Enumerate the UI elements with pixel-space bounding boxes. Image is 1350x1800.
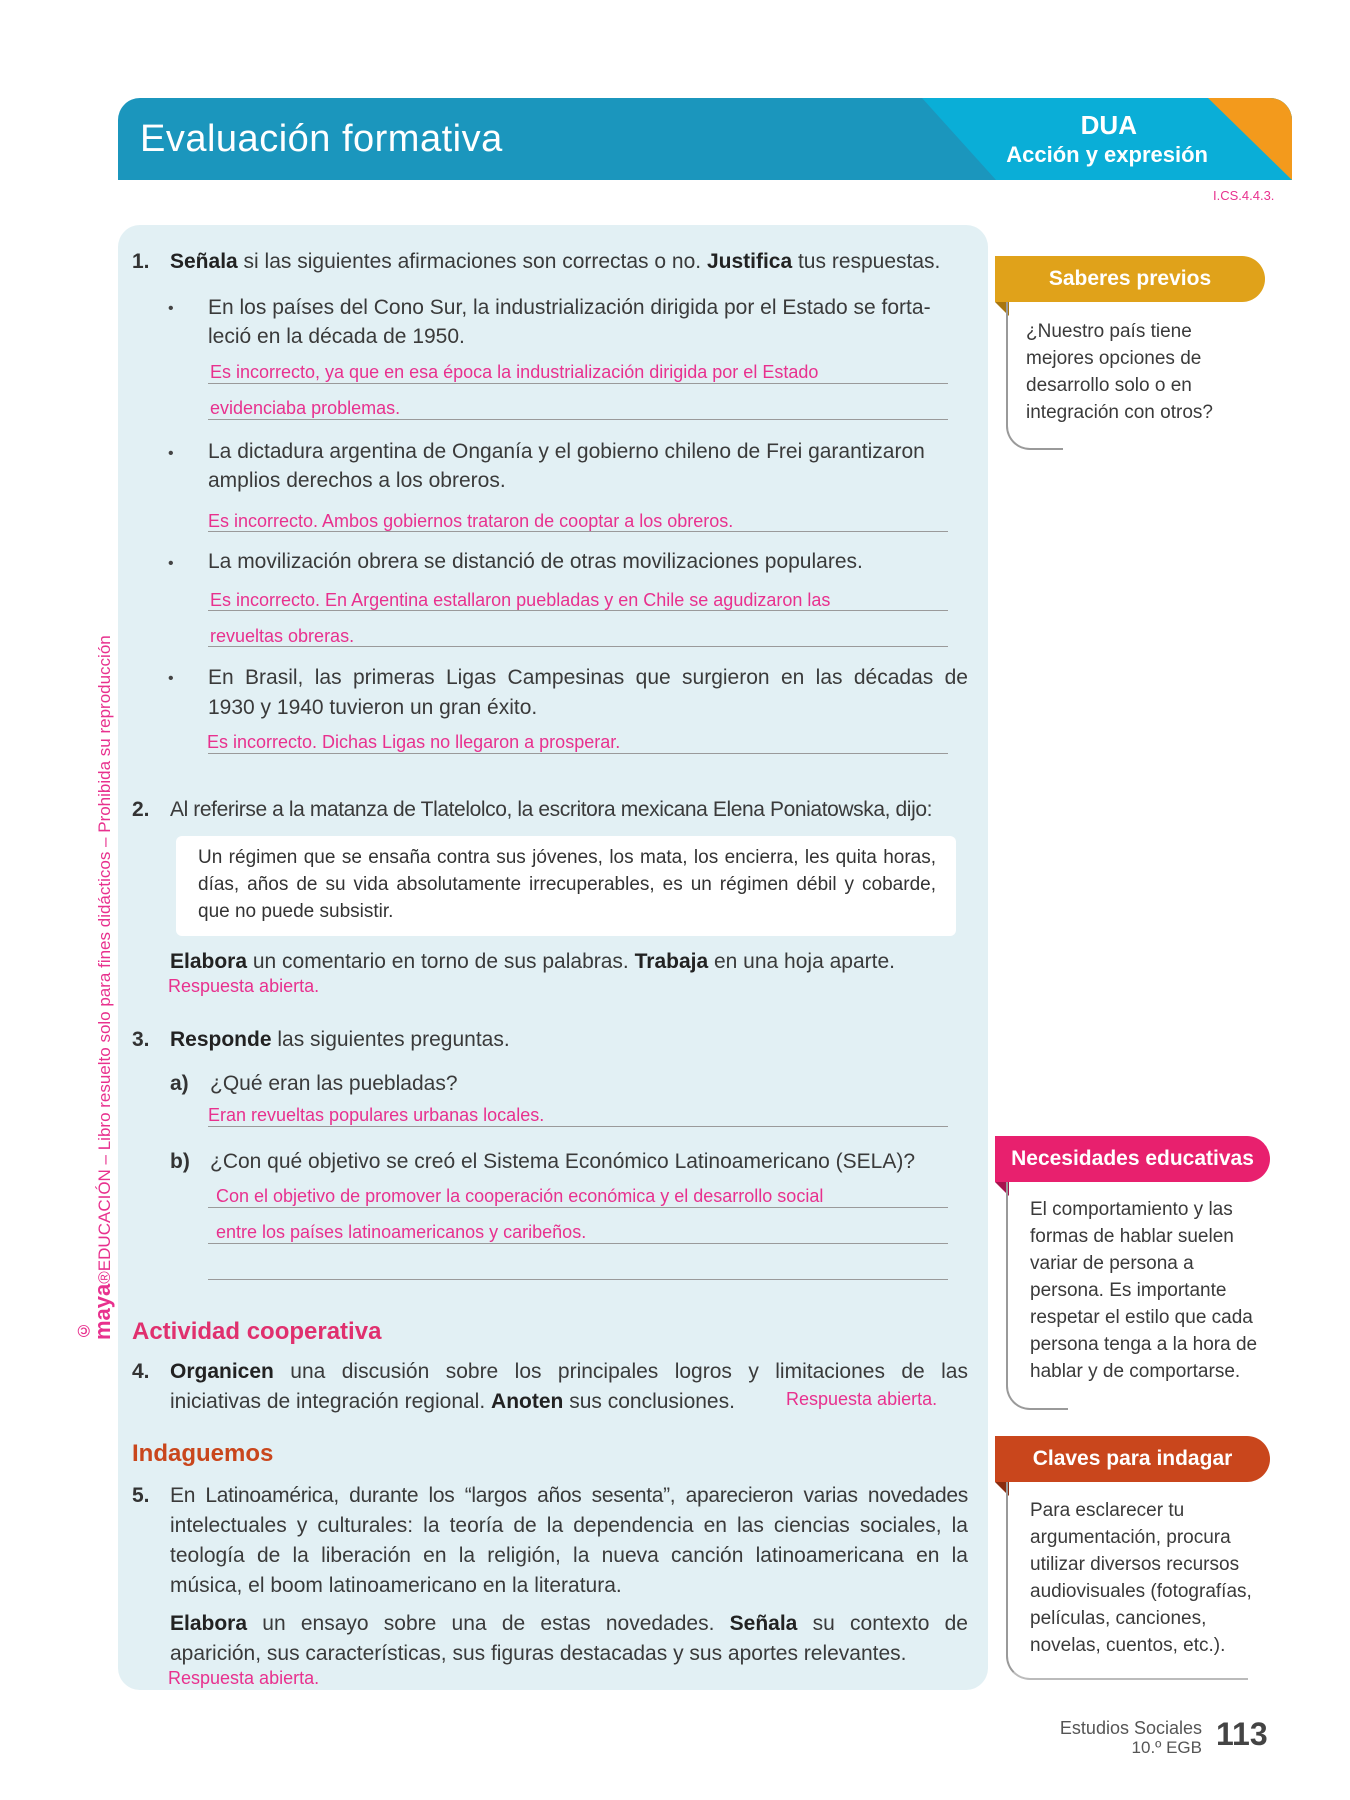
dua-title: DUA xyxy=(1080,110,1137,140)
bullet: • xyxy=(168,300,174,317)
statement-line: En Brasil, las primeras Ligas Campesinas que surgieron en las décadas de xyxy=(208,666,968,689)
quote-text: Un régimen que se ensaña contra sus jóvenes, los mata, los encierra, les quita horas, días, años de su vida absolutamente irrecuperables, es un régimen débil y cobarde, que no puede subsistir. xyxy=(198,847,936,922)
footer-subject: Estudios Sociales xyxy=(1059,1718,1202,1738)
answer-text: Es incorrecto. En Argentina estallaron puebladas y en Chile se agudizaron las xyxy=(210,590,831,610)
sidebar-text: novelas, cuentos, etc.). xyxy=(1030,1635,1226,1656)
answer-line xyxy=(208,610,948,611)
subquestion-text: ¿Qué eran las puebladas? xyxy=(210,1072,458,1095)
sidebar-text: Para esclarecer tu xyxy=(1030,1500,1185,1521)
question-2-instruction: Elabora un comentario en torno de sus palabras. Trabaja en una hoja aparte. xyxy=(170,950,895,973)
section-header-banner xyxy=(118,98,1292,180)
bullet: • xyxy=(168,670,174,687)
page-number: 113 xyxy=(1216,1716,1268,1752)
answer-line xyxy=(208,1207,948,1208)
answer-text: Eran revueltas populares urbanas locales. xyxy=(208,1105,545,1125)
answer-line xyxy=(208,531,948,532)
sidebar-text: El comportamiento y las xyxy=(1030,1199,1233,1220)
activity-4-line: Organicen una discusión sobre los principales logros y limitaciones de las xyxy=(170,1360,968,1383)
claves-para-indagar-header: Claves para indagar xyxy=(995,1436,1270,1482)
answer-text: Es incorrecto, ya que en esa época la industrialización dirigida por el Estado xyxy=(210,362,819,382)
curriculum-indicator: I.CS.4.4.3. xyxy=(1213,188,1275,203)
subquestion-label: b) xyxy=(170,1150,190,1173)
answer-text: revueltas obreras. xyxy=(210,626,355,646)
answer-line xyxy=(208,1243,948,1244)
statement-line: amplios derechos a los obreros. xyxy=(208,469,506,492)
answer-text: evidenciaba problemas. xyxy=(210,398,401,418)
inquiry-instruction-line: aparición, sus características, sus figuras destacadas y sus aportes relevantes. xyxy=(170,1642,907,1665)
necesidades-educativas-header: Necesidades educativas xyxy=(995,1136,1270,1182)
sidebar-text: mejores opciones de xyxy=(1026,348,1202,369)
statement-line: La dictadura argentina de Onganía y el gobierno chileno de Frei garantizaron xyxy=(208,440,925,463)
answer-line xyxy=(208,1126,948,1127)
saberes-previos-header: Saberes previos xyxy=(995,256,1265,302)
copyright-symbol: © xyxy=(77,1321,90,1340)
inquiry-instruction: Elabora un ensayo sobre una de estas novedades. Señala su contexto de xyxy=(170,1612,968,1635)
sidebar-text: audiovisuales (fotografías, xyxy=(1030,1581,1252,1602)
sidebar-text: desarrollo solo o en xyxy=(1026,375,1192,396)
question-2-prompt: Al referirse a la matanza de Tlatelolco, la escritora mexicana Elena Poniatowska, dijo: xyxy=(170,798,933,821)
answer-text: Respuesta abierta. xyxy=(168,1668,320,1688)
sidebar-text: persona. Es importante xyxy=(1030,1280,1227,1301)
answer-line xyxy=(208,646,948,647)
bullet: • xyxy=(168,445,174,462)
statement-line: En los países del Cono Sur, la industrialización dirigida por el Estado se forta- xyxy=(208,296,931,319)
inquiry-title: Indaguemos xyxy=(132,1440,274,1467)
answer-text: Con el objetivo de promover la cooperación económica y el desarrollo social xyxy=(216,1186,824,1206)
statement-line: leció en la década de 1950. xyxy=(208,325,465,348)
answer-text: Es incorrecto. Dichas Ligas no llegaron a prosperar. xyxy=(207,732,621,752)
question-number: 1. xyxy=(132,250,150,273)
sidebar-text: películas, canciones, xyxy=(1030,1608,1207,1629)
question-3-prompt: Responde las siguientes preguntas. xyxy=(170,1028,510,1051)
answer-text: Es incorrecto. Ambos gobiernos trataron de cooptar a los obreros. xyxy=(208,511,734,531)
question-1-prompt: Señala si las siguientes afirmaciones son correctas o no. Justifica tus respuestas. xyxy=(170,250,941,273)
subquestion-text: ¿Con qué objetivo se creó el Sistema Económico Latinoamericano (SELA)? xyxy=(210,1150,916,1173)
copyright-text: ®EDUCACIÓN – Libro resuelto solo para fines didácticos – Prohibida su reproducción xyxy=(95,635,114,1284)
statement-line: La movilización obrera se distanció de otras movilizaciones populares. xyxy=(208,550,863,573)
answer-line xyxy=(208,1279,948,1280)
answer-text: entre los países latinoamericanos y caribeños. xyxy=(216,1222,587,1242)
sidebar-text: integración con otros? xyxy=(1026,402,1213,423)
sidebar-text: persona tenga a la hora de xyxy=(1030,1334,1258,1355)
footer-grade: 10.º EGB xyxy=(1131,1738,1202,1757)
subquestion-label: a) xyxy=(170,1072,189,1095)
dua-subtitle: Acción y expresión xyxy=(1006,142,1208,167)
sidebar-text: ¿Nuestro país tiene xyxy=(1026,321,1192,342)
question-number: 5. xyxy=(132,1484,150,1507)
sidebar-text: formas de hablar suelen xyxy=(1030,1226,1234,1247)
question-number: 2. xyxy=(132,798,150,821)
inquiry-line: teología de la liberación en la religión, la nueva canción latinoamericana en la xyxy=(170,1544,968,1567)
answer-line xyxy=(208,753,948,754)
question-number: 4. xyxy=(132,1360,150,1383)
section-title: Evaluación formativa xyxy=(140,118,503,160)
question-number: 3. xyxy=(132,1028,150,1051)
brand-logo-text: maya xyxy=(90,1283,115,1340)
activity-4-line: iniciativas de integración regional. Anoten sus conclusiones. xyxy=(170,1390,735,1413)
answer-line xyxy=(208,419,948,420)
answer-text: Respuesta abierta. xyxy=(786,1389,938,1409)
inquiry-line: intelectuales y culturales: la teoría de la dependencia en las ciencias sociales, la xyxy=(170,1514,968,1537)
sidebar-text: respetar el estilo que cada xyxy=(1030,1307,1253,1328)
statement-line: 1930 y 1940 tuvieron un gran éxito. xyxy=(208,696,538,719)
sidebar-text: utilizar diversos recursos xyxy=(1030,1554,1240,1575)
cooperative-title: Actividad cooperativa xyxy=(132,1318,382,1345)
sidebar-text: variar de persona a xyxy=(1030,1253,1194,1274)
answer-line xyxy=(208,383,948,384)
answer-text: Respuesta abierta. xyxy=(168,976,320,996)
bullet: • xyxy=(168,555,174,572)
sidebar-text: argumentación, procura xyxy=(1030,1527,1231,1548)
sidebar-text: hablar y de comportarse. xyxy=(1030,1361,1241,1382)
inquiry-line: música, el boom latinoamericano en la literatura. xyxy=(170,1574,622,1597)
inquiry-line: En Latinoamérica, durante los “largos años sesenta”, aparecieron varias novedades xyxy=(170,1484,968,1507)
